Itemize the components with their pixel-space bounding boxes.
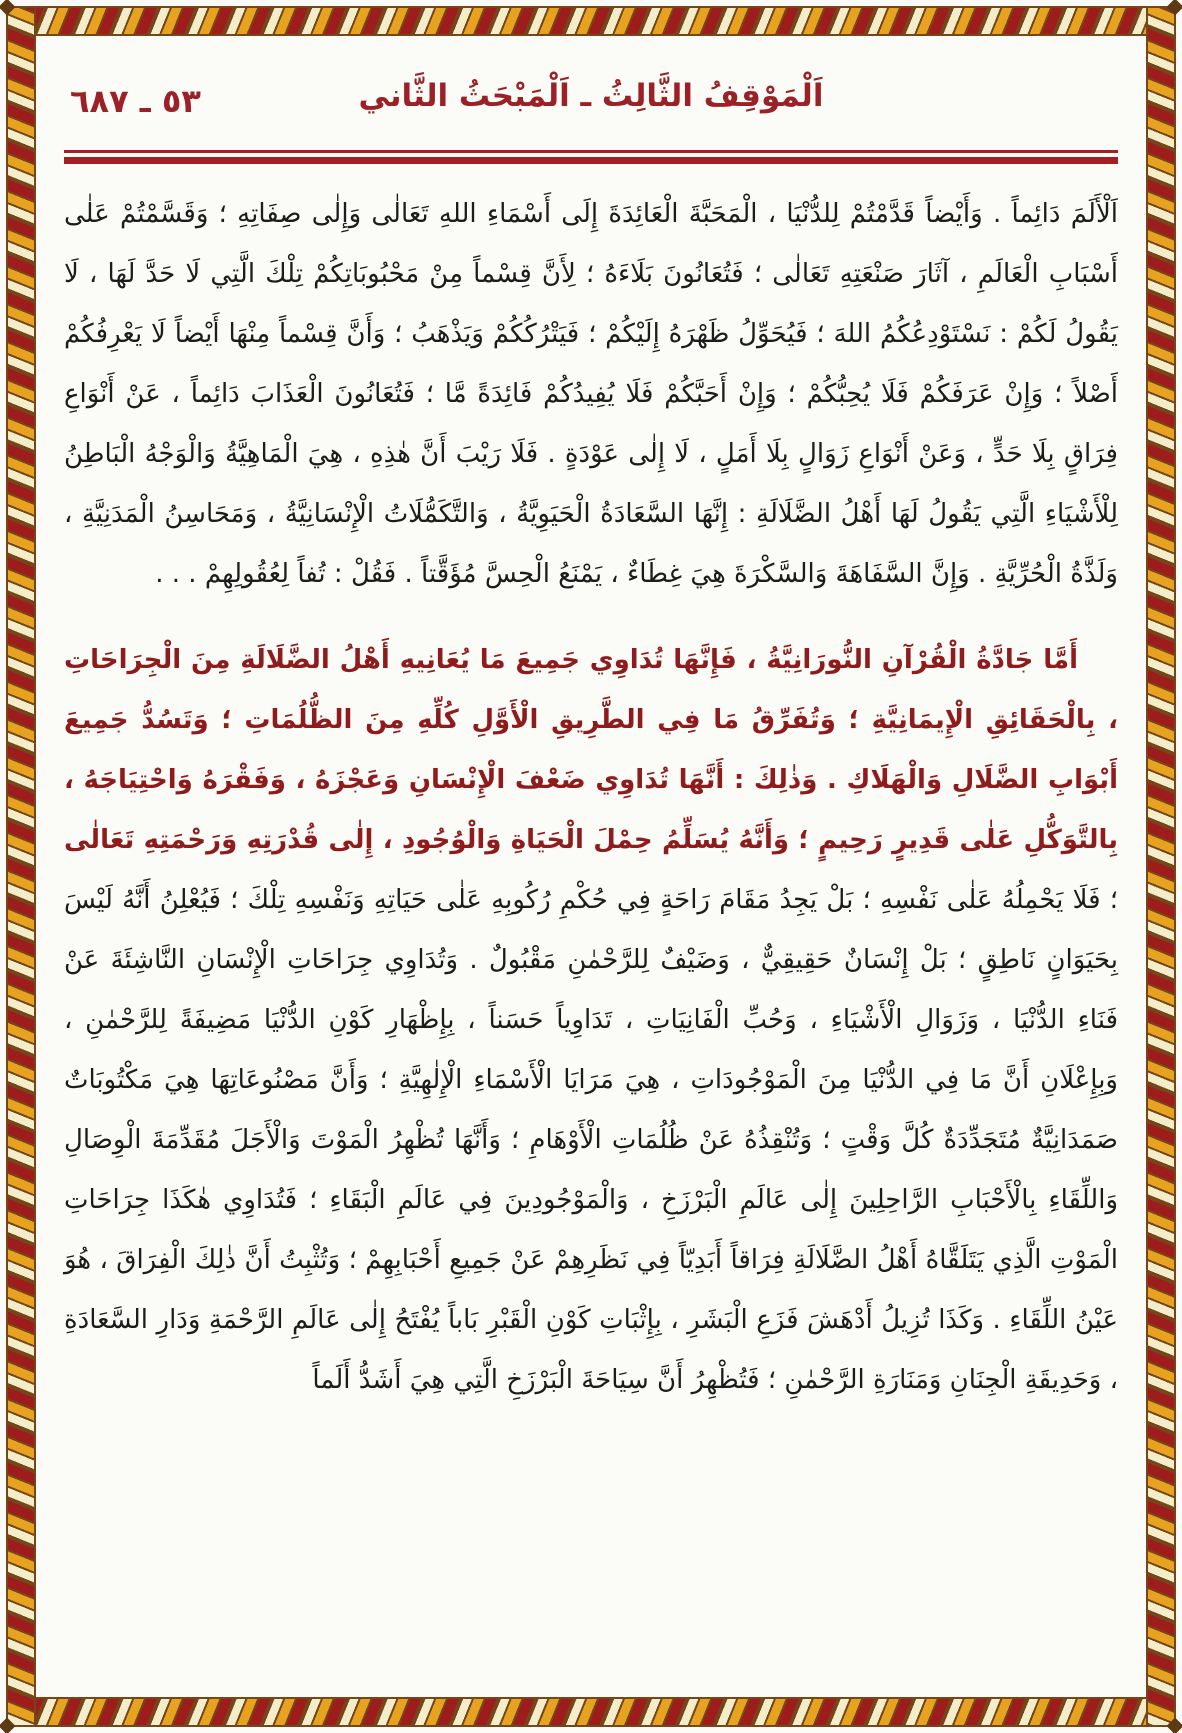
page-content	[64, 78, 1118, 1681]
corner-ornament-top-left	[0, 0, 15, 15]
page-title: اَلْمَوْقِفُ الثَّالِثُ ـ اَلْمَبْحَثُ الثَّاني	[358, 78, 824, 114]
ornamental-border-right	[1146, 6, 1176, 1727]
corner-ornament-bottom-left	[0, 1718, 15, 1733]
corner-ornament-top-right	[1167, 0, 1182, 15]
ornamental-border-bottom	[6, 1697, 1176, 1727]
paragraph-worldly-love-text: اَلْأَلَمَ دَائِماً . وَأَيْضاً قَدَّمْتُمْ لِلدُّنْيَا ، الْمَحَبَّةَ الْعَائِدَةَ إِلَى أَسْمَاءِ اللهِ تَعَالٰى وَإِلٰى صِفَاتِهِ ؛ وَقَسَّمْتُمْ عَلٰى أَسْبَابِ الْعَالَمِ ، آثَارَ صَنْعَتِهِ تَعَالٰى ؛ فَتُعَانُونَ بَلَاءَهُ ؛ لِأَنَّ قِسْماً مِنْ مَحْبُوبَاتِكُمْ تِلْكَ الَّتِي لَا حَدَّ لَهَا ، لَا يَقُولُ لَكُمْ : نَسْتَوْدِعُكُمُ اللهَ ؛ فَيُحَوِّلُ ظَهْرَهُ إِلَيْكُمْ ؛ فَيَتْرُكُكُمْ وَيَذْهَبُ ؛ وَأَنَّ قِسْماً مِنْهَا أَيْضاً لَا يَعْرِفُكُمْ أَصْلاً ؛ وَإِنْ عَرَفَكُمْ فَلَا يُحِبُّكُمْ ؛ وَإِنْ أَحَبَّكُمْ فَلَا يُفِيدُكُمْ فَائِدَةً مَّا ؛ فَتُعَانُونَ الْعَذَابَ دَائِماً ، عَنْ أَنْوَاعِ فِرَاقٍ بِلَا حَدٍّ ، وَعَنْ أَنْوَاعِ زَوَالٍ بِلَا أَمَلٍ ، لَا إِلٰى عَوْدَةٍ . فَلَا رَيْبَ أَنَّ هٰذِهِ ، هِيَ الْمَاهِيَّةُ وَالْوَجْهُ الْبَاطِنُ لِلْأَشْيَاءِ الَّتِي يَقُولُ لَهَا أَهْلُ الضَّلَالَةِ : إِنَّهَا السَّعَادَةُ الْحَيَوِيَّةُ ، وَالتَّكَمُّلَاتُ الْإِنْسَانِيَّةُ ، وَمَحَاسِنُ الْمَدَنِيَّةِ ، وَلَذَّةُ الْحُرِّيَّةِ . وَإِنَّ السَّفَاهَةَ وَالسَّكْرَةَ هِيَ غِطَاءٌ ، يَمْنَعُ الْحِسَّ مُؤَقَّتاً . فَقُلْ : تُفاً لِعُقُولِهِمْ . . .	[64, 199, 1118, 589]
paragraph-worldly-love	[64, 184, 1118, 604]
paragraph-quran-way-red-text: أَمَّا جَادَّةُ الْقُرْآنِ النُّورَانِيَّةُ ، فَإِنَّهَا تُدَاوِي جَمِيعَ مَا يُعَانِيهِ أَهْلُ الضَّلَالَةِ مِنَ الْجِرَاحَاتِ ، بِالْحَقَائِقِ الْإِيمَانِيَّةِ ؛ وَتُفَرِّقُ مَا فِي الطَّرِيقِ الْأَوَّلِ كُلِّهِ مِنَ الظُّلُمَاتِ ؛ وَتَسُدُّ جَمِيعَ أَبْوَابِ الضَّلَالِ وَالْهَلَاكِ . وَذٰلِكَ : أَنَّهَا تُدَاوِي ضَعْفَ الْإِنْسَانِ وَعَجْزَهُ ، وَفَقْرَهُ وَاحْتِيَاجَهُ ، بِالتَّوَكُّلِ عَلٰى قَدِيرٍ رَحِيمٍ ؛ وَأَنَّهُ يُسَلِّمُ حِمْلَ الْحَيَاةِ وَالْوُجُودِ ، إِلٰى قُدْرَتِهِ وَرَحْمَتِهِ تَعَالٰى	[64, 645, 1118, 855]
paragraph-quran-way-continuation-text: ؛ فَلَا يَحْمِلُهُ عَلٰى نَفْسِهِ ؛ بَلْ يَجِدُ مَقَامَ رَاحَةٍ فِي حُكْمِ رُكُوبِهِ عَلٰى حَيَاتِهِ وَنَفْسِهِ تِلْكَ ؛ فَيُعْلِنُ أَنَّهُ لَيْسَ بِحَيَوَانٍ نَاطِقٍ ؛ بَلْ إِنْسَانٌ حَقِيقِيٌّ ، وَضَيْفٌ لِلرَّحْمٰنِ مَقْبُولٌ . وَتُدَاوِي جِرَاحَاتِ الْإِنْسَانِ النَّاشِئَةَ عَنْ فَنَاءِ الدُّنْيَا ، وَزَوَالِ الْأَشْيَاءِ ، وَحُبِّ الْفَانِيَاتِ ، تَدَاوِياً حَسَناً ، بِإِظْهَارِ كَوْنِ الدُّنْيَا مَضِيفَةً لِلرَّحْمٰنِ ، وَبِإِعْلَانِ أَنَّ مَا فِي الدُّنْيَا مِنَ الْمَوْجُودَاتِ ، هِيَ مَرَايَا الْأَسْمَاءِ الْإِلٰهِيَّةِ ؛ وَأَنَّ مَصْنُوعَاتِهَا هِيَ مَكْتُوبَاتٌ صَمَدَانِيَّةٌ مُتَجَدِّدَةٌ كُلَّ وَقْتٍ ؛ وَتُنْقِذُهُ عَنْ ظُلُمَاتِ الْأَوْهَامِ ؛ وَأَنَّهَا تُظْهِرُ الْمَوْتَ وَالْأَجَلَ مُقَدِّمَةَ الْوِصَالِ وَاللِّقَاءِ بِالْأَحْبَابِ الرَّاحِلِينَ إِلٰى عَالَمِ الْبَرْزَخِ ، وَالْمَوْجُودِينَ فِي عَالَمِ الْبَقَاءِ ؛ فَتُدَاوِي هٰكَذَا جِرَاحَاتِ الْمَوْتِ الَّذِي يَتَلَقَّاهُ أَهْلُ الضَّلَالَةِ فِرَاقاً أَبَدِيّاً فِي نَظَرِهِمْ عَنْ جَمِيعِ أَحْبَابِهِمْ ؛ وَتُثْبِتُ أَنَّ ذٰلِكَ الْفِرَاقَ ، هُوَ عَيْنُ اللِّقَاءِ . وَكَذَا تُزِيلُ أَدْهَشَ فَزَعِ الْبَشَرِ ، بِإِثْبَاتِ كَوْنِ الْقَبْرِ بَاباً يُفْتَحُ إِلٰى عَالَمِ الرَّحْمَةِ وَدَارِ السَّعَادَةِ ، وَحَدِيقَةِ الْجِنَانِ وَمَنَارَةِ الرَّحْمٰنِ ؛ فَتُظْهِرُ أَنَّ سِيَاحَةَ الْبَرْزَخِ الَّتِي هِيَ أَشَدُّ أَلَماً	[64, 885, 1118, 1395]
page-numbers: ٥٣ ـ ٦٨٧	[70, 82, 201, 120]
ornamental-border-top	[6, 6, 1176, 36]
ornamental-border-left	[6, 6, 36, 1727]
page-header	[64, 78, 1118, 142]
body-text	[64, 184, 1118, 1410]
corner-ornament-bottom-right	[1167, 1718, 1182, 1733]
paragraph-quran-way	[64, 630, 1118, 1410]
header-rule-thick	[64, 157, 1118, 164]
header-rule-thin	[64, 150, 1118, 153]
